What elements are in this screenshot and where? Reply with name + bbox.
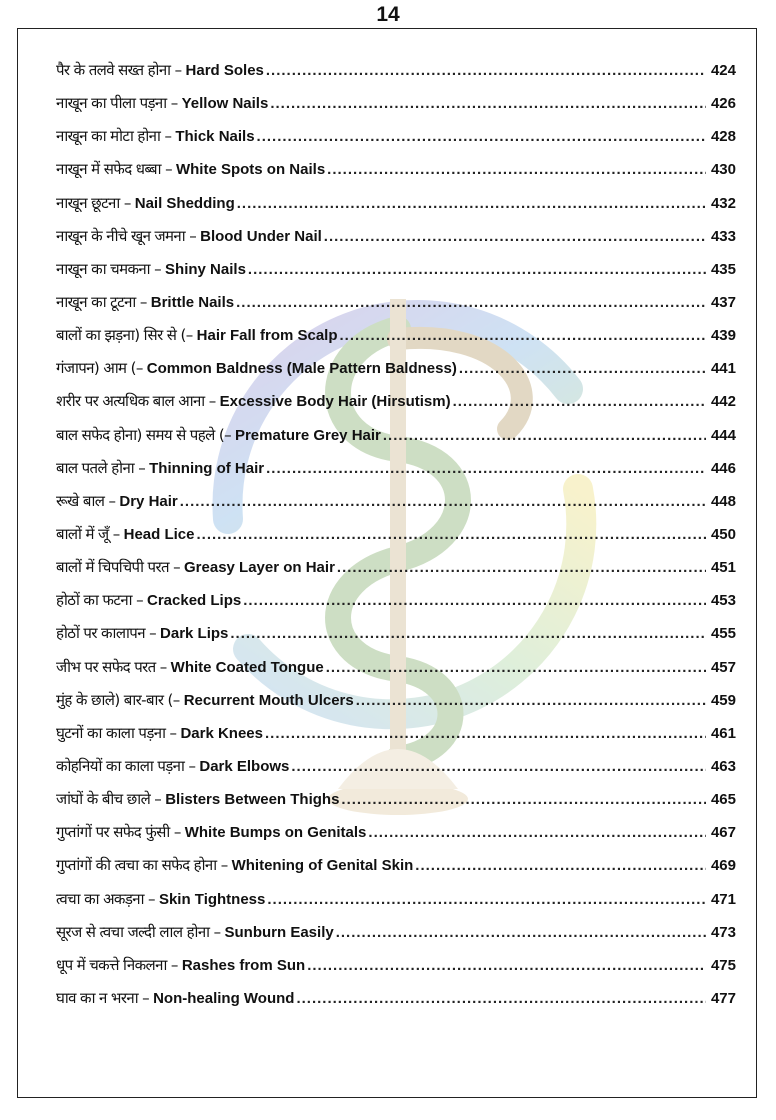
dot-leader (453, 390, 706, 414)
entry-hindi-title: मुंह के छाले) बार-बार (– (56, 690, 180, 709)
dot-leader (180, 490, 706, 514)
entry-hindi-title: जांघों के बीच छाले – (56, 790, 162, 809)
entry-hindi-title: गुप्तांगों पर सफेद फुंसी – (56, 823, 181, 842)
toc-entry (56, 688, 736, 721)
entry-hindi-title: धूप में चकत्ते निकलना – (56, 955, 178, 974)
toc-entry (56, 91, 736, 124)
entry-english-title: Brittle Nails (150, 293, 235, 311)
dot-leader (243, 589, 706, 613)
toc-entry (56, 621, 736, 654)
entry-hindi-title: होठों पर कालापन – (56, 624, 157, 643)
entry-hindi-title: रूखे बाल – (56, 491, 116, 510)
toc-entry (56, 356, 736, 389)
dot-leader (336, 921, 706, 945)
entry-hindi-title: शरीर पर अत्यधिक बाल आना – (56, 392, 216, 411)
toc-entry (56, 754, 736, 787)
toc-entry (56, 224, 736, 257)
entry-page-number: 428 (710, 128, 736, 146)
entry-english-title: Dark Lips (160, 625, 229, 643)
toc-entry (56, 588, 736, 621)
entry-hindi-title: घुटनों का काला पड़ना – (56, 723, 177, 742)
dot-leader (266, 59, 706, 83)
dot-leader (327, 158, 706, 182)
toc-entry (56, 323, 736, 356)
entry-english-title: Sunburn Easily (224, 923, 334, 941)
dot-leader (326, 656, 706, 680)
entry-page-number: 461 (710, 724, 736, 742)
entry-english-title: Common Baldness (Male Pattern Baldness) (146, 360, 457, 378)
entry-english-title: Greasy Layer on Hair (184, 559, 335, 577)
toc-entry (56, 423, 736, 456)
entry-page-number: 448 (710, 492, 736, 510)
toc-entry (56, 257, 736, 290)
toc-entry (56, 157, 736, 190)
dot-leader (267, 888, 706, 912)
entry-hindi-title: घाव का न भरना – (56, 988, 150, 1007)
toc-entry (56, 191, 736, 224)
entry-hindi-title: नाखून का पीला पड़ना – (56, 94, 178, 113)
entry-hindi-title: बाल पतले होना – (56, 458, 146, 477)
entry-hindi-title: गंजापन) आम (– (56, 359, 143, 378)
toc-entry (56, 124, 736, 157)
entry-english-title: Premature Grey Hair (234, 426, 381, 444)
toc-entry (56, 555, 736, 588)
dot-leader (341, 788, 706, 812)
entry-hindi-title: त्वचा का अकड़ना – (56, 889, 155, 908)
entry-page-number: 471 (710, 890, 736, 908)
entry-english-title: Skin Tightness (158, 890, 266, 908)
page-number: 14 (376, 3, 400, 26)
table-of-contents (56, 58, 736, 1019)
toc-entry (56, 887, 736, 920)
toc-entry (56, 721, 736, 754)
dot-leader (265, 722, 706, 746)
entry-page-number: 467 (710, 824, 736, 842)
entry-page-number: 432 (710, 194, 736, 212)
entry-hindi-title: नाखून के नीचे खून जमना – (56, 226, 197, 245)
entry-page-number: 426 (710, 95, 736, 113)
toc-entry (56, 853, 736, 886)
entry-english-title: Rashes from Sun (181, 956, 306, 974)
entry-page-number: 433 (710, 227, 736, 245)
entry-page-number: 473 (710, 923, 736, 941)
toc-entry (56, 489, 736, 522)
entry-english-title: Dark Knees (180, 724, 263, 742)
dot-leader (236, 291, 706, 315)
entry-page-number: 442 (710, 393, 736, 411)
entry-page-number: 446 (710, 459, 736, 477)
dot-leader (383, 424, 706, 448)
toc-entry (56, 986, 736, 1019)
toc-entry (56, 522, 736, 555)
entry-page-number: 455 (710, 625, 736, 643)
entry-hindi-title: बालों में चिपचिपी परत – (56, 558, 180, 577)
toc-entry (56, 820, 736, 853)
toc-entry (56, 389, 736, 422)
toc-entry (56, 920, 736, 953)
entry-hindi-title: जीभ पर सफेद परत – (56, 657, 167, 676)
entry-english-title: White Coated Tongue (170, 658, 324, 676)
entry-english-title: Thick Nails (175, 128, 255, 146)
entry-english-title: Thinning of Hair (149, 459, 265, 477)
dot-leader (266, 457, 706, 481)
dot-leader (291, 755, 706, 779)
dot-leader (230, 622, 706, 646)
entry-hindi-title: नाखून का मोटा होना – (56, 127, 172, 146)
entry-english-title: White Bumps on Genitals (184, 824, 367, 842)
entry-page-number: 451 (710, 559, 736, 577)
entry-english-title: Shiny Nails (165, 260, 246, 278)
entry-hindi-title: गुप्तांगों की त्वचा का सफेद होना – (56, 856, 228, 875)
entry-page-number: 435 (710, 260, 736, 278)
entry-page-number: 437 (710, 293, 736, 311)
dot-leader (415, 854, 706, 878)
entry-page-number: 463 (710, 757, 736, 775)
dot-leader (368, 821, 706, 845)
entry-page-number: 469 (710, 857, 736, 875)
toc-entry (56, 290, 736, 323)
dot-leader (337, 556, 706, 580)
entry-page-number: 477 (710, 989, 736, 1007)
entry-english-title: Head Lice (123, 525, 195, 543)
entry-hindi-title: कोहनियों का काला पड़ना – (56, 756, 196, 775)
entry-page-number: 430 (710, 161, 736, 179)
entry-english-title: Dark Elbows (199, 757, 290, 775)
dot-leader (340, 324, 706, 348)
entry-english-title: Hair Fall from Scalp (196, 327, 338, 345)
entry-english-title: Recurrent Mouth Ulcers (183, 691, 354, 709)
entry-page-number: 444 (710, 426, 736, 444)
dot-leader (270, 92, 706, 116)
entry-english-title: Non-healing Wound (153, 989, 295, 1007)
entry-english-title: Whitening of Genital Skin (231, 857, 414, 875)
entry-page-number: 439 (710, 327, 736, 345)
dot-leader (324, 225, 706, 249)
dot-leader (296, 987, 706, 1011)
entry-english-title: Excessive Body Hair (Hirsutism) (219, 393, 451, 411)
entry-english-title: Blisters Between Thighs (165, 791, 340, 809)
dot-leader (197, 523, 707, 547)
entry-hindi-title: पैर के तलवे सख्त होना – (56, 61, 182, 79)
dot-leader (356, 689, 706, 713)
entry-english-title: Blood Under Nail (200, 227, 322, 245)
entry-page-number: 465 (710, 791, 736, 809)
toc-entry (56, 655, 736, 688)
entry-page-number: 459 (710, 691, 736, 709)
entry-hindi-title: नाखून का टूटना – (56, 292, 147, 311)
entry-english-title: Dry Hair (119, 492, 178, 510)
entry-english-title: Nail Shedding (134, 194, 235, 212)
entry-hindi-title: होठों का फटना – (56, 591, 143, 610)
entry-page-number: 453 (710, 592, 736, 610)
dot-leader (257, 125, 706, 149)
entry-page-number: 424 (710, 62, 736, 79)
entry-english-title: Yellow Nails (181, 95, 269, 113)
dot-leader (248, 258, 706, 282)
toc-entry (56, 953, 736, 986)
entry-page-number: 441 (710, 360, 736, 378)
entry-english-title: Hard Soles (185, 62, 264, 79)
entry-english-title: Cracked Lips (147, 592, 242, 610)
entry-page-number: 457 (710, 658, 736, 676)
entry-page-number: 475 (710, 956, 736, 974)
entry-hindi-title: सूरज से त्वचा जल्दी लाल होना – (56, 922, 221, 941)
entry-hindi-title: बालों में जूँ – (56, 524, 120, 543)
entry-hindi-title: बालों का झड़ना) सिर से (– (56, 326, 193, 345)
toc-entry (56, 787, 736, 820)
content-frame (17, 28, 757, 1098)
dot-leader (237, 192, 706, 216)
toc-entry (56, 58, 736, 91)
entry-hindi-title: नाखून का चमकना – (56, 259, 162, 278)
entry-english-title: White Spots on Nails (175, 161, 326, 179)
entry-page-number: 450 (710, 525, 736, 543)
entry-hindi-title: नाखून छूटना – (56, 193, 131, 212)
toc-entry (56, 456, 736, 489)
dot-leader (459, 357, 706, 381)
dot-leader (307, 954, 706, 978)
entry-hindi-title: नाखून में सफेद धब्बा – (56, 160, 172, 179)
entry-hindi-title: बाल सफेद होना) समय से पहले (– (56, 425, 231, 444)
